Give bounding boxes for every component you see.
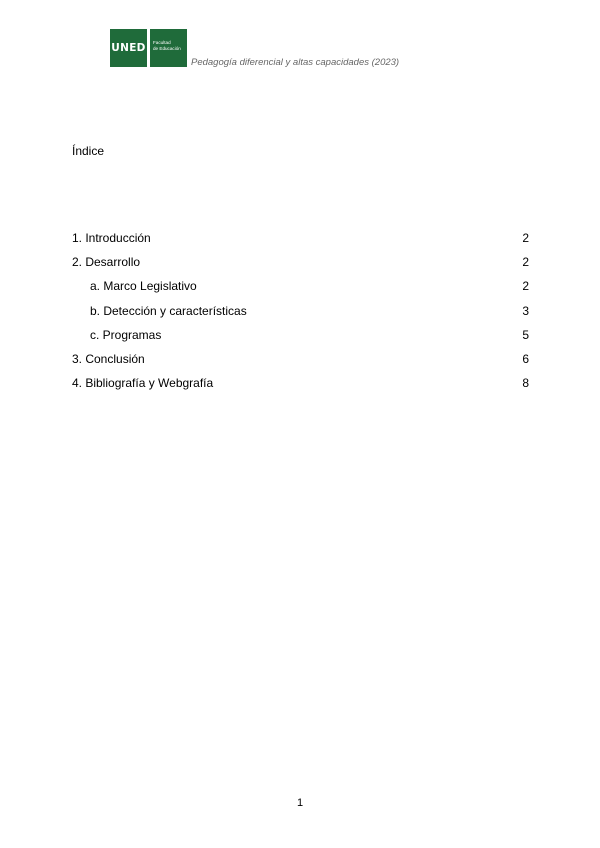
toc-entry-label: 4. Bibliografía y Webgrafía xyxy=(72,376,214,391)
toc-entry-bibliografia[interactable] xyxy=(72,376,529,400)
toc-heading: Índice xyxy=(72,144,105,158)
toc-entry-page: 8 xyxy=(522,376,529,391)
toc-entry-label: 3. Conclusión xyxy=(72,351,145,366)
document-header xyxy=(110,29,450,67)
toc-entry-conclusion[interactable] xyxy=(72,352,529,376)
toc-entry-page: 6 xyxy=(522,351,529,366)
toc-entry-deteccion[interactable] xyxy=(72,304,529,328)
toc-entry-programas[interactable] xyxy=(72,328,529,352)
toc-entry-label: 2. Desarrollo xyxy=(72,255,141,270)
toc-entry-introduccion[interactable] xyxy=(72,231,529,255)
toc-entry-page: 5 xyxy=(522,327,529,342)
toc-entry-page: 3 xyxy=(522,303,529,318)
table-of-contents xyxy=(72,231,529,400)
toc-entry-label: 1. Introducción xyxy=(72,231,151,245)
toc-entry-page: 2 xyxy=(522,255,529,270)
page-number: 1 xyxy=(296,797,304,809)
toc-entry-label: b. Detección y características xyxy=(90,303,247,318)
faculty-logo-line2: de Educación xyxy=(153,45,181,51)
uned-logo: UNED xyxy=(110,29,147,67)
toc-entry-marco-legislativo[interactable] xyxy=(72,279,529,303)
header-title: Pedagogía diferencial y altas capacidades (2023) xyxy=(191,57,400,68)
toc-entry-desarrollo[interactable] xyxy=(72,255,529,279)
toc-entry-label: a. Marco Legislativo xyxy=(90,279,197,294)
toc-entry-label: c. Programas xyxy=(90,327,162,342)
faculty-logo xyxy=(150,29,187,67)
faculty-logo-line1: Facultad xyxy=(153,40,171,45)
toc-entry-page: 2 xyxy=(522,231,529,245)
toc-entry-page: 2 xyxy=(522,279,529,294)
